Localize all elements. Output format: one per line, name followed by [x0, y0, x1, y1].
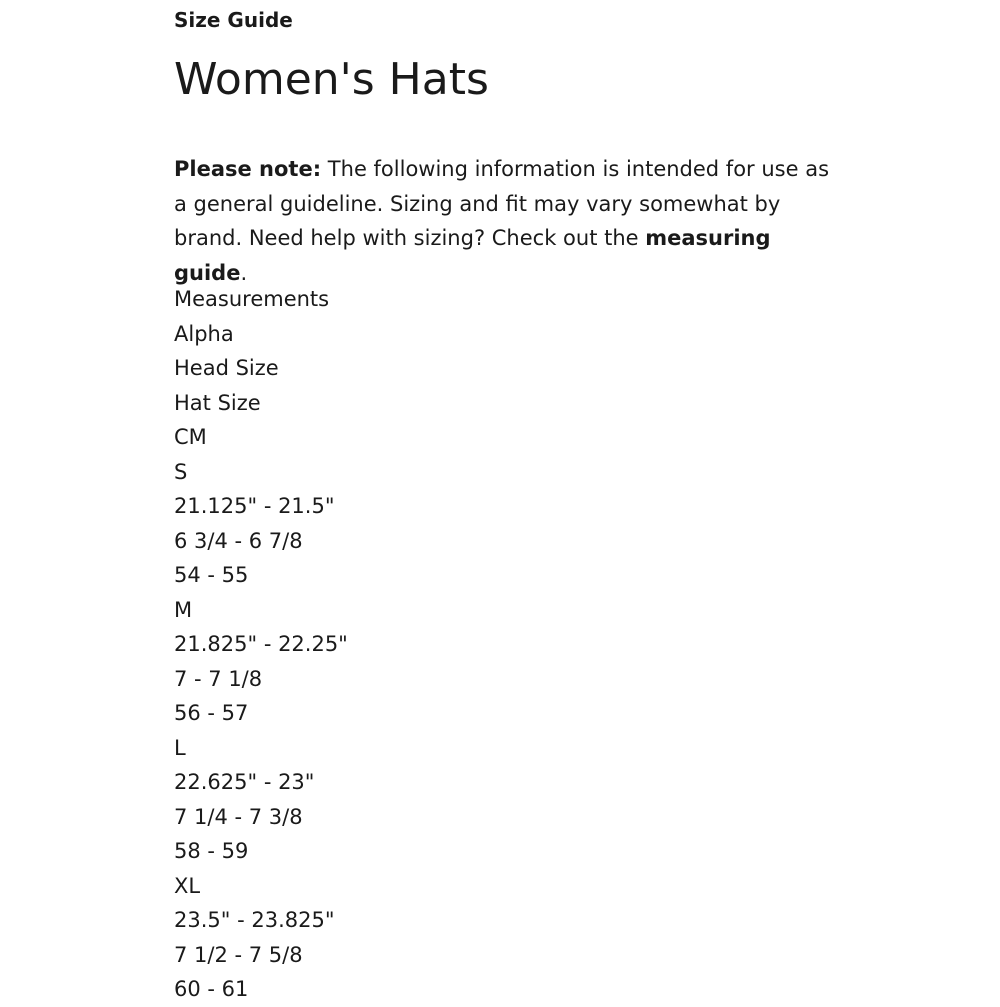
table-cell-hat-size: 7 1/4 - 7 3/8	[174, 804, 303, 829]
table-cell-head-size: 21.825" - 22.25"	[174, 632, 348, 656]
table-caption: Measurements	[174, 287, 330, 311]
table-cell-alpha: M	[174, 597, 193, 622]
note-text: The following information is intended for use as a general guideline. Sizing and fit may vary somewhat by brand. Need help with sizing? Check out the	[174, 157, 830, 250]
note-label: Please note:	[174, 157, 322, 181]
measuring-guide-link[interactable]: measuring guide	[174, 226, 771, 285]
column-header-cm: CM	[174, 425, 207, 449]
table-cell-cm: 60 - 61	[174, 977, 249, 1001]
note-text-end: .	[240, 260, 248, 285]
table-cell-cm: 58 - 59	[174, 839, 249, 863]
table-cell-alpha: L	[174, 735, 186, 760]
table-cell-head-size: 22.625" - 23"	[174, 770, 315, 794]
table-cell-hat-size: 7 - 7 1/8	[174, 666, 263, 691]
table-cell-head-size: 21.125" - 21.5"	[174, 494, 335, 518]
table-cell-cm: 56 - 57	[174, 701, 249, 725]
table-cell-hat-size: 7 1/2 - 7 5/8	[174, 942, 303, 967]
sizing-note	[174, 152, 834, 290]
column-header-alpha: Alpha	[174, 321, 234, 346]
size-guide-eyebrow: Size Guide	[174, 8, 293, 32]
size-table	[174, 282, 348, 1007]
page-title: Women's Hats	[174, 54, 489, 105]
column-header-head-size: Head Size	[174, 356, 279, 380]
table-cell-hat-size: 6 3/4 - 6 7/8	[174, 528, 303, 553]
table-cell-alpha: S	[174, 459, 188, 484]
table-cell-alpha: XL	[174, 873, 201, 898]
table-cell-head-size: 23.5" - 23.825"	[174, 908, 335, 932]
column-header-hat-size: Hat Size	[174, 390, 261, 415]
table-cell-cm: 54 - 55	[174, 563, 249, 587]
